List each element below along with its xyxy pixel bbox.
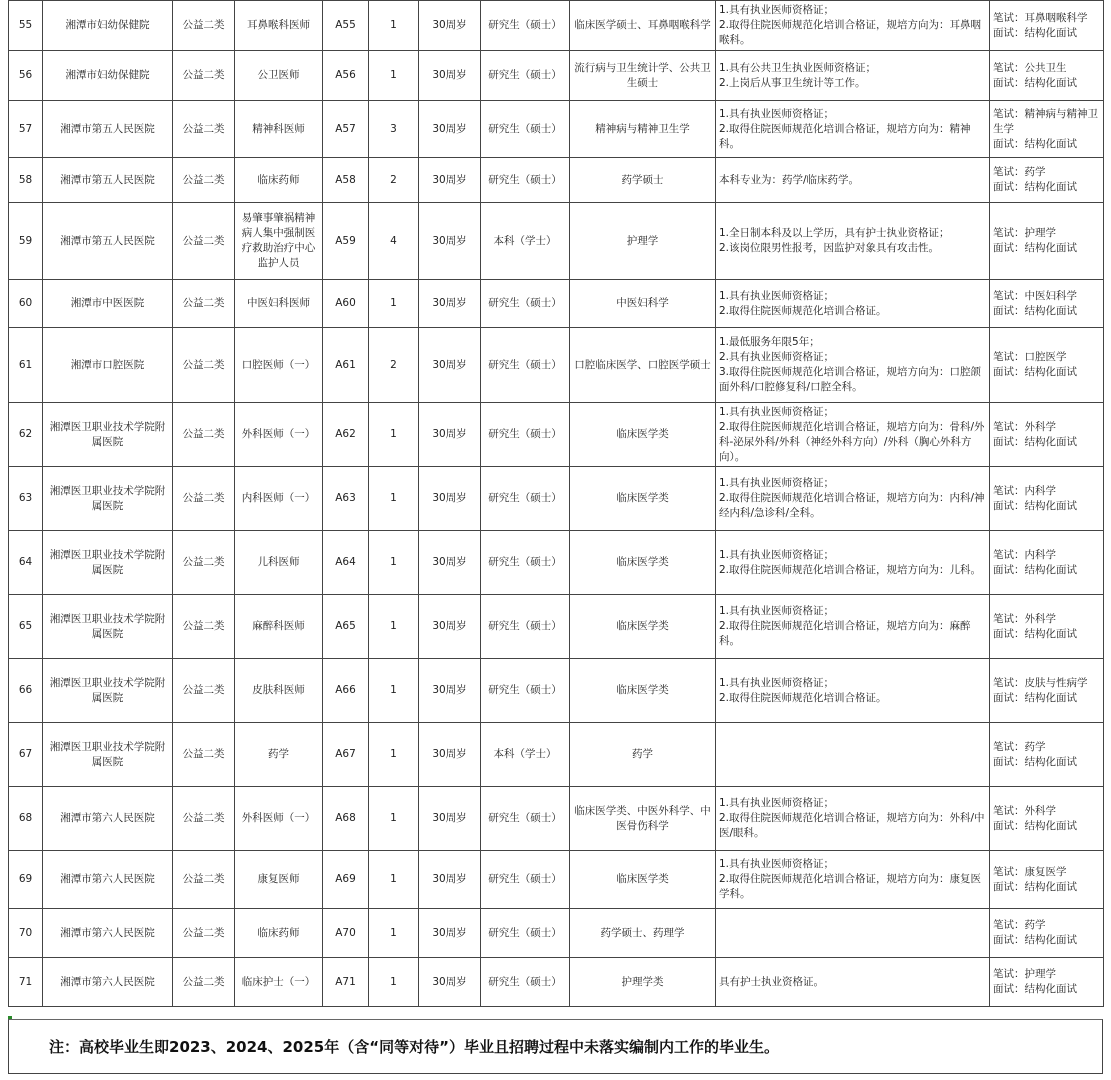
other-requirements: 1.具有执业医师资格证； 2.取得住院医师规范化培训合格证，规培方向为：康复医学科。 (716, 851, 990, 909)
unit-category: 公益二类 (173, 203, 235, 280)
position-name: 外科医师（一） (235, 787, 323, 851)
position-name: 外科医师（一） (235, 403, 323, 467)
major-requirement: 临床医学类 (570, 851, 716, 909)
table-row (9, 203, 1104, 280)
row-number: 63 (9, 467, 43, 531)
hire-count: 1 (369, 851, 419, 909)
major-requirement: 护理学类 (570, 958, 716, 1007)
other-requirements: 1.具有执业医师资格证； 2.取得住院医师规范化培训合格证，规培方向为：精神科。 (716, 101, 990, 158)
exam-subjects: 笔试：外科学 面试：结构化面试 (990, 787, 1104, 851)
exam-subjects: 笔试：康复医学 面试：结构化面试 (990, 851, 1104, 909)
other-requirements: 1.具有执业医师资格证； 2.取得住院医师规范化培训合格证。 (716, 659, 990, 723)
other-requirements: 1.具有执业医师资格证； 2.取得住院医师规范化培训合格证，规培方向为：儿科。 (716, 531, 990, 595)
position-name: 皮肤科医师 (235, 659, 323, 723)
education-level: 研究生（硕士） (481, 595, 570, 659)
other-requirements (716, 909, 990, 958)
age-limit: 30周岁 (419, 280, 481, 328)
age-limit: 30周岁 (419, 958, 481, 1007)
table-row (9, 531, 1104, 595)
row-number: 62 (9, 403, 43, 467)
position-name: 康复医师 (235, 851, 323, 909)
major-requirement: 药学 (570, 723, 716, 787)
other-requirements (716, 723, 990, 787)
exam-subjects: 笔试：外科学 面试：结构化面试 (990, 403, 1104, 467)
table-row (9, 328, 1104, 403)
row-number: 65 (9, 595, 43, 659)
footnote: 注：高校毕业生即2023、2024、2025年（含“同等对待”）毕业且招聘过程中未落实编制内工作的毕业生。 (8, 1019, 1103, 1074)
unit-category: 公益二类 (173, 958, 235, 1007)
row-number: 61 (9, 328, 43, 403)
recruitment-grid (8, 0, 1104, 1007)
position-name: 临床药师 (235, 158, 323, 203)
position-code: A70 (323, 909, 369, 958)
recruitment-table (8, 0, 1103, 1007)
unit-category: 公益二类 (173, 531, 235, 595)
position-code: A56 (323, 51, 369, 101)
exam-subjects: 笔试：护理学 面试：结构化面试 (990, 958, 1104, 1007)
unit-category: 公益二类 (173, 909, 235, 958)
education-level: 研究生（硕士） (481, 280, 570, 328)
position-name: 易肇事肇祸精神病人集中强制医疗救助治疗中心监护人员 (235, 203, 323, 280)
exam-subjects: 笔试：护理学 面试：结构化面试 (990, 203, 1104, 280)
table-row (9, 787, 1104, 851)
row-number: 66 (9, 659, 43, 723)
position-name: 药学 (235, 723, 323, 787)
unit-category: 公益二类 (173, 280, 235, 328)
position-code: A68 (323, 787, 369, 851)
unit-name: 湘潭市妇幼保健院 (43, 1, 173, 51)
row-number: 67 (9, 723, 43, 787)
table-row (9, 1, 1104, 51)
hire-count: 1 (369, 467, 419, 531)
major-requirement: 临床医学类 (570, 403, 716, 467)
position-code: A58 (323, 158, 369, 203)
position-name: 内科医师（一） (235, 467, 323, 531)
hire-count: 1 (369, 958, 419, 1007)
unit-category: 公益二类 (173, 659, 235, 723)
major-requirement: 口腔临床医学、口腔医学硕士 (570, 328, 716, 403)
other-requirements: 本科专业为：药学/临床药学。 (716, 158, 990, 203)
age-limit: 30周岁 (419, 328, 481, 403)
unit-name: 湘潭市第六人民医院 (43, 909, 173, 958)
other-requirements: 1.具有执业医师资格证； 2.取得住院医师规范化培训合格证，规培方向为：耳鼻咽喉科。 (716, 1, 990, 51)
education-level: 研究生（硕士） (481, 51, 570, 101)
education-level: 本科（学士） (481, 203, 570, 280)
unit-category: 公益二类 (173, 723, 235, 787)
hire-count: 1 (369, 403, 419, 467)
other-requirements: 具有护士执业资格证。 (716, 958, 990, 1007)
position-code: A55 (323, 1, 369, 51)
unit-name: 湘潭市第五人民医院 (43, 203, 173, 280)
unit-name: 湘潭医卫职业技术学院附属医院 (43, 403, 173, 467)
table-row (9, 659, 1104, 723)
age-limit: 30周岁 (419, 101, 481, 158)
position-code: A65 (323, 595, 369, 659)
age-limit: 30周岁 (419, 403, 481, 467)
age-limit: 30周岁 (419, 467, 481, 531)
exam-subjects: 笔试：药学 面试：结构化面试 (990, 158, 1104, 203)
education-level: 研究生（硕士） (481, 787, 570, 851)
unit-name: 湘潭医卫职业技术学院附属医院 (43, 595, 173, 659)
hire-count: 3 (369, 101, 419, 158)
table-row (9, 403, 1104, 467)
exam-subjects: 笔试：中医妇科学 面试：结构化面试 (990, 280, 1104, 328)
unit-name: 湘潭市第六人民医院 (43, 958, 173, 1007)
row-number: 57 (9, 101, 43, 158)
major-requirement: 临床医学硕士、耳鼻咽喉科学 (570, 1, 716, 51)
hire-count: 1 (369, 787, 419, 851)
table-row (9, 958, 1104, 1007)
table-row (9, 909, 1104, 958)
row-number: 59 (9, 203, 43, 280)
unit-name: 湘潭市第六人民医院 (43, 787, 173, 851)
major-requirement: 临床医学类 (570, 467, 716, 531)
position-name: 临床护士（一） (235, 958, 323, 1007)
other-requirements: 1.具有公共卫生执业医师资格证； 2.上岗后从事卫生统计等工作。 (716, 51, 990, 101)
position-code: A67 (323, 723, 369, 787)
hire-count: 1 (369, 595, 419, 659)
unit-category: 公益二类 (173, 787, 235, 851)
unit-category: 公益二类 (173, 328, 235, 403)
position-code: A60 (323, 280, 369, 328)
major-requirement: 临床医学类 (570, 659, 716, 723)
unit-name: 湘潭市第五人民医院 (43, 158, 173, 203)
table-body (9, 1, 1104, 1007)
age-limit: 30周岁 (419, 531, 481, 595)
other-requirements: 1.具有执业医师资格证； 2.取得住院医师规范化培训合格证。 (716, 280, 990, 328)
other-requirements: 1.具有执业医师资格证； 2.取得住院医师规范化培训合格证，规培方向为：内科/神经内科/急诊科/全科。 (716, 467, 990, 531)
position-name: 耳鼻喉科医师 (235, 1, 323, 51)
hire-count: 1 (369, 1, 419, 51)
unit-name: 湘潭市妇幼保健院 (43, 51, 173, 101)
table-row (9, 51, 1104, 101)
unit-category: 公益二类 (173, 467, 235, 531)
unit-name: 湘潭市口腔医院 (43, 328, 173, 403)
education-level: 研究生（硕士） (481, 328, 570, 403)
unit-name: 湘潭医卫职业技术学院附属医院 (43, 467, 173, 531)
hire-count: 1 (369, 531, 419, 595)
education-level: 研究生（硕士） (481, 467, 570, 531)
row-number: 70 (9, 909, 43, 958)
row-number: 64 (9, 531, 43, 595)
row-number: 55 (9, 1, 43, 51)
position-code: A62 (323, 403, 369, 467)
position-code: A59 (323, 203, 369, 280)
exam-subjects: 笔试：精神病与精神卫生学 面试：结构化面试 (990, 101, 1104, 158)
row-number: 68 (9, 787, 43, 851)
age-limit: 30周岁 (419, 659, 481, 723)
exam-subjects: 笔试：内科学 面试：结构化面试 (990, 531, 1104, 595)
table-row (9, 101, 1104, 158)
hire-count: 1 (369, 51, 419, 101)
major-requirement: 流行病与卫生统计学、公共卫生硕士 (570, 51, 716, 101)
position-code: A63 (323, 467, 369, 531)
education-level: 研究生（硕士） (481, 851, 570, 909)
other-requirements: 1.具有执业医师资格证； 2.取得住院医师规范化培训合格证，规培方向为：麻醉科。 (716, 595, 990, 659)
position-code: A64 (323, 531, 369, 595)
hire-count: 1 (369, 909, 419, 958)
exam-subjects: 笔试：皮肤与性病学 面试：结构化面试 (990, 659, 1104, 723)
age-limit: 30周岁 (419, 787, 481, 851)
major-requirement: 药学硕士、药理学 (570, 909, 716, 958)
major-requirement: 临床医学类、中医外科学、中医骨伤科学 (570, 787, 716, 851)
hire-count: 2 (369, 158, 419, 203)
row-number: 69 (9, 851, 43, 909)
row-number: 56 (9, 51, 43, 101)
age-limit: 30周岁 (419, 158, 481, 203)
education-level: 本科（学士） (481, 723, 570, 787)
unit-name: 湘潭医卫职业技术学院附属医院 (43, 723, 173, 787)
position-name: 中医妇科医师 (235, 280, 323, 328)
position-code: A57 (323, 101, 369, 158)
row-number: 71 (9, 958, 43, 1007)
hire-count: 1 (369, 280, 419, 328)
row-number: 60 (9, 280, 43, 328)
hire-count: 1 (369, 723, 419, 787)
position-name: 临床药师 (235, 909, 323, 958)
age-limit: 30周岁 (419, 909, 481, 958)
table-row (9, 851, 1104, 909)
major-requirement: 精神病与精神卫生学 (570, 101, 716, 158)
position-name: 公卫医师 (235, 51, 323, 101)
unit-category: 公益二类 (173, 851, 235, 909)
education-level: 研究生（硕士） (481, 659, 570, 723)
major-requirement: 中医妇科学 (570, 280, 716, 328)
exam-subjects: 笔试：口腔医学 面试：结构化面试 (990, 328, 1104, 403)
education-level: 研究生（硕士） (481, 958, 570, 1007)
exam-subjects: 笔试：公共卫生 面试：结构化面试 (990, 51, 1104, 101)
age-limit: 30周岁 (419, 51, 481, 101)
unit-category: 公益二类 (173, 1, 235, 51)
position-code: A66 (323, 659, 369, 723)
position-name: 精神科医师 (235, 101, 323, 158)
exam-subjects: 笔试：内科学 面试：结构化面试 (990, 467, 1104, 531)
table-row (9, 723, 1104, 787)
unit-category: 公益二类 (173, 403, 235, 467)
education-level: 研究生（硕士） (481, 1, 570, 51)
unit-category: 公益二类 (173, 595, 235, 659)
major-requirement: 护理学 (570, 203, 716, 280)
position-code: A61 (323, 328, 369, 403)
position-code: A71 (323, 958, 369, 1007)
unit-name: 湘潭市第六人民医院 (43, 851, 173, 909)
major-requirement: 临床医学类 (570, 531, 716, 595)
unit-category: 公益二类 (173, 51, 235, 101)
table-row (9, 158, 1104, 203)
unit-name: 湘潭市第五人民医院 (43, 101, 173, 158)
table-row (9, 467, 1104, 531)
exam-subjects: 笔试：耳鼻咽喉科学 面试：结构化面试 (990, 1, 1104, 51)
unit-name: 湘潭市中医医院 (43, 280, 173, 328)
position-name: 麻醉科医师 (235, 595, 323, 659)
education-level: 研究生（硕士） (481, 403, 570, 467)
other-requirements: 1.具有执业医师资格证； 2.取得住院医师规范化培训合格证，规培方向为：骨科/外科-泌尿外科/外科（神经外科方向）/外科（胸心外科方向）。 (716, 403, 990, 467)
age-limit: 30周岁 (419, 203, 481, 280)
age-limit: 30周岁 (419, 1, 481, 51)
exam-subjects: 笔试：外科学 面试：结构化面试 (990, 595, 1104, 659)
unit-name: 湘潭医卫职业技术学院附属医院 (43, 531, 173, 595)
table-row (9, 595, 1104, 659)
other-requirements: 1.全日制本科及以上学历，具有护士执业资格证； 2.该岗位限男性报考，因监护对象具有攻击性。 (716, 203, 990, 280)
education-level: 研究生（硕士） (481, 158, 570, 203)
other-requirements: 1.最低服务年限5年； 2.具有执业医师资格证； 3.取得住院医师规范化培训合格证，规培方向为：口腔颌面外科/口腔修复科/口腔全科。 (716, 328, 990, 403)
position-name: 口腔医师（一） (235, 328, 323, 403)
unit-name: 湘潭医卫职业技术学院附属医院 (43, 659, 173, 723)
hire-count: 2 (369, 328, 419, 403)
age-limit: 30周岁 (419, 723, 481, 787)
unit-category: 公益二类 (173, 158, 235, 203)
exam-subjects: 笔试：药学 面试：结构化面试 (990, 909, 1104, 958)
education-level: 研究生（硕士） (481, 909, 570, 958)
hire-count: 1 (369, 659, 419, 723)
age-limit: 30周岁 (419, 595, 481, 659)
hire-count: 4 (369, 203, 419, 280)
major-requirement: 临床医学类 (570, 595, 716, 659)
education-level: 研究生（硕士） (481, 101, 570, 158)
position-name: 儿科医师 (235, 531, 323, 595)
major-requirement: 药学硕士 (570, 158, 716, 203)
education-level: 研究生（硕士） (481, 531, 570, 595)
other-requirements: 1.具有执业医师资格证； 2.取得住院医师规范化培训合格证，规培方向为：外科/中医/眼科。 (716, 787, 990, 851)
position-code: A69 (323, 851, 369, 909)
exam-subjects: 笔试：药学 面试：结构化面试 (990, 723, 1104, 787)
table-row (9, 280, 1104, 328)
unit-category: 公益二类 (173, 101, 235, 158)
row-number: 58 (9, 158, 43, 203)
age-limit: 30周岁 (419, 851, 481, 909)
